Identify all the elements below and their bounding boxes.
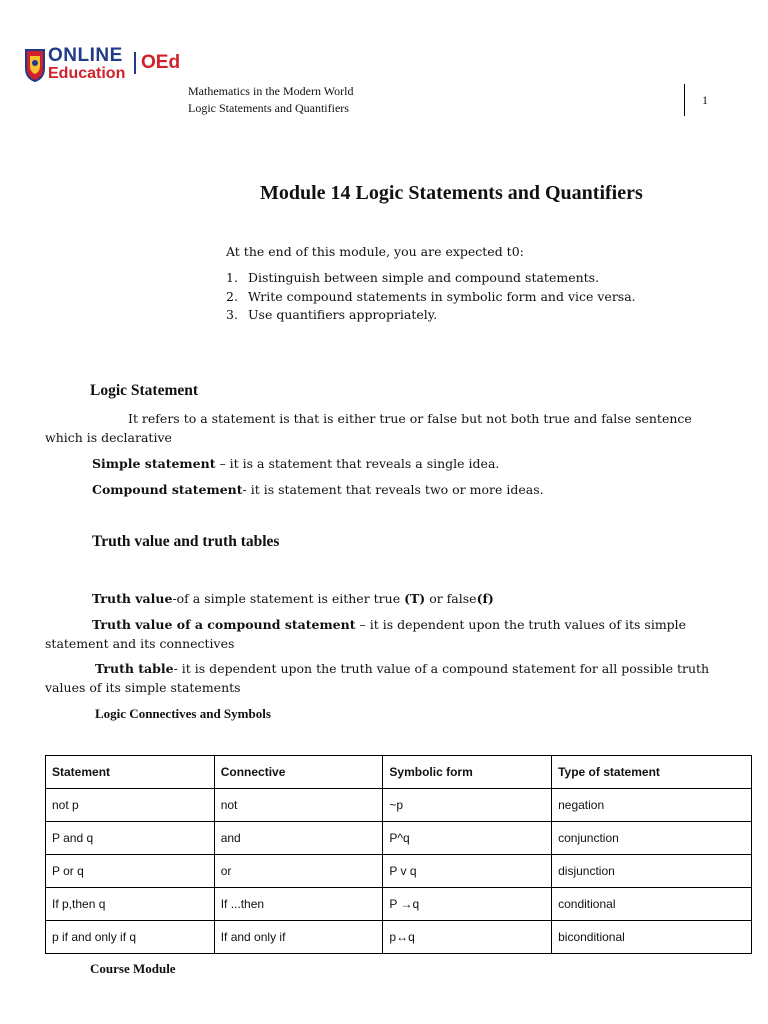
page-title: Module 14 Logic Statements and Quantifiers [260, 182, 643, 204]
table-row [46, 789, 752, 822]
logic-statement-line1: It refers to a statement is that is either true or false but not both true and false sentence [128, 411, 692, 426]
table-cell: not [214, 789, 383, 822]
column-header: Connective [214, 756, 383, 789]
table-cell: p if and only if q [46, 921, 215, 954]
compound-truth-value-line2: statement and its connectives [45, 636, 235, 651]
table-header-row [46, 756, 752, 789]
list-item: 3. Use quantifiers appropriately. [226, 307, 438, 322]
online-education-logo [24, 44, 181, 86]
compound-truth-value-line1: Truth value of a compound statement – it is dependent upon the truth values of its simple [92, 617, 687, 632]
table-cell: P^q [383, 822, 552, 855]
table-cell: P and q [46, 822, 215, 855]
list-item: 2. Write compound statements in symbolic form and vice versa. [226, 288, 636, 304]
column-header: Type of statement [552, 756, 752, 789]
table-cell: If ...then [214, 888, 383, 921]
table-cell: p↔q [383, 921, 552, 954]
table-cell: P or q [46, 855, 215, 888]
logo-education-text: Education [48, 65, 126, 82]
list-item: 1. Distinguish between simple and compound statements. [226, 270, 600, 285]
page-number: 1 [702, 93, 708, 107]
table-cell: If and only if [214, 921, 383, 954]
logic-statement-line2: which is declarative [45, 430, 172, 445]
table-cell: conjunction [552, 822, 752, 855]
table-cell: ~p [383, 789, 552, 822]
shield-icon [24, 48, 46, 82]
simple-statement-def: Simple statement – it is a statement that reveals a single idea. [92, 456, 500, 471]
table-row [46, 921, 752, 954]
column-header: Statement [46, 756, 215, 789]
table-row [46, 822, 752, 855]
footer-course-module: Course Module [90, 961, 176, 976]
compound-statement-def: Compound statement- it is statement that reveals two or more ideas. [92, 482, 544, 497]
column-header: Symbolic form [383, 756, 552, 789]
header-course: Mathematics in the Modern World [188, 84, 354, 98]
truth-value-def: Truth value-of a simple statement is either true (T) or false(f) [92, 591, 494, 606]
table-row [46, 888, 752, 921]
table-cell: not p [46, 789, 215, 822]
header-divider [684, 84, 685, 116]
truth-table-line2: values of its simple statements [45, 680, 241, 695]
table-cell: negation [552, 789, 752, 822]
table-cell: and [214, 822, 383, 855]
truth-table-line1: Truth table- it is dependent upon the truth value of a compound statement for all possible truth [95, 661, 710, 676]
connectives-heading: Logic Connectives and Symbols [95, 706, 271, 721]
truth-heading: Truth value and truth tables [92, 533, 280, 550]
table-cell: biconditional [552, 921, 752, 954]
header-subtitle: Logic Statements and Quantifiers [188, 101, 349, 115]
logo-online-text: ONLINE [48, 45, 123, 66]
logo-oed-text: OEd [134, 52, 180, 74]
connectives-table [45, 755, 752, 954]
table-cell: conditional [552, 888, 752, 921]
table-cell: disjunction [552, 855, 752, 888]
table-cell: P v q [383, 855, 552, 888]
intro-text: At the end of this module, you are expected t0: [226, 244, 524, 259]
table-cell: or [214, 855, 383, 888]
table-cell: If p,then q [46, 888, 215, 921]
objectives-list [226, 270, 636, 326]
logic-statement-heading: Logic Statement [90, 382, 199, 399]
table-cell: P →q [383, 888, 552, 921]
table-row [46, 855, 752, 888]
